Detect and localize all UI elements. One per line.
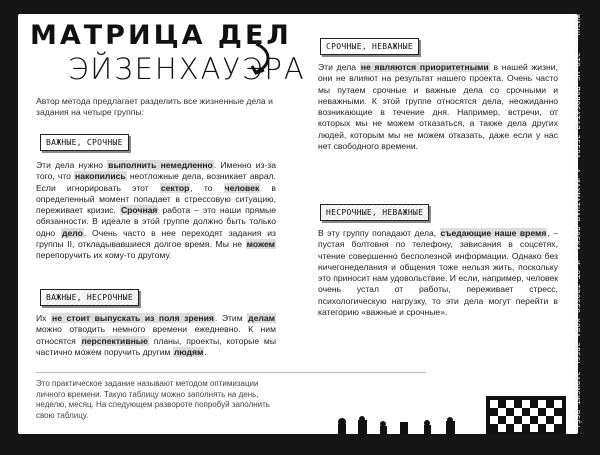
text-segment: можно отводить немного времени ежедневно. К ним относятся xyxy=(36,324,276,346)
text-segment: . Этим xyxy=(214,313,248,323)
text-segment: , – пустая болтовня по телефону, зависания в соцсетях, чтение совершенно бесполезной информации. Однако без ничегонеделания и общения тоже нельзя жить, поскольку это приносит нам удовольствие. И если, например, человек очень устал от работы, переживает стресс, психологическую нагрузку, то эти дела могут перейти в категорию «важные и срочные». xyxy=(318,228,558,318)
text-segment: . Очень часто в нее переходят задания из группы II, откладывавшиеся долгое время. Мы не xyxy=(36,227,276,250)
highlight-word: можем xyxy=(246,239,275,250)
worksheet-page xyxy=(18,14,578,434)
text-segment: . Именно из-за того, что xyxy=(36,160,277,182)
highlight-word: не являются приоритетными xyxy=(360,62,489,72)
highlight-word: перспективные xyxy=(81,335,148,346)
text-urgent-not-important xyxy=(318,62,558,152)
highlight-word: Срочная xyxy=(120,205,158,216)
highlight-word: съедающие наше время xyxy=(440,228,547,238)
text-segment: В эту группу попадают дела, xyxy=(318,228,440,238)
text-segment: . xyxy=(204,346,207,357)
curved-arrow-icon xyxy=(248,40,278,80)
chess-pieces-illustration xyxy=(336,416,476,434)
title-line-1: МАТРИЦА ДЕЛ xyxy=(30,20,292,51)
chessboard-illustration xyxy=(486,396,566,434)
text-not-urgent-not-important xyxy=(318,228,558,318)
text-segment: в нашей жизни, они не влияют на результат нашего проекта. Очень часто мы путаем срочные и важные дела со срочными и неважными. К этой группе относятся дела, неожиданно возникающие в течение дня. Например, встречи, от которых мы не можем отказаться, а также дела других людей, которым мы не можем отказать, даже если у нас нет свободного времени. xyxy=(318,62,558,152)
text-urgent-important xyxy=(36,160,276,262)
text-segment: работа – это наши прямые обязанности. В идеале в этой группе должно быть только одно xyxy=(36,205,276,238)
footer-text: Это практическое задание называют методом оптимизации личного времени. Такую таблицу можно заполнять на день, неделю, месяц. На следующем развороте попробуй заполнить свою таблицу. xyxy=(36,379,270,420)
text-segment: Эти дела xyxy=(318,62,360,72)
highlight-word: человек xyxy=(224,182,260,193)
label-not-urgent-not-important: НЕСРОЧНЫЕ, НЕВАЖНЫЕ xyxy=(320,204,429,221)
text-important-not-urgent xyxy=(36,313,276,358)
text-segment: , то xyxy=(190,182,224,193)
side-quote: ЖИЗНЬ – ЭТО НЕ ПОЛОСАТАЯ ЗЕБРА, А ШАХМАТНАЯ ДОСКА, И ОТ ТВОЕГО ХОДА ЗДЕСЬ ЗАВИСИТ ВСЁ! xyxy=(573,14,582,430)
text-segment: Эти дела нужно xyxy=(36,160,108,170)
highlight-word: накопились xyxy=(75,171,126,182)
text-segment: неотложные дела, возникает аврал. Если игнорировать этот xyxy=(36,171,277,193)
highlight-word: сектор xyxy=(160,182,190,193)
text-segment: Их xyxy=(36,313,51,323)
text-segment: планы, проекты, которые мы частично можем поручить другим xyxy=(36,335,276,357)
highlight-word: дело xyxy=(61,227,83,238)
intro-text: Автор метода предлагает разделить все жизненные дела и задания на четыре группы: xyxy=(36,96,273,117)
label-urgent-important: ВАЖНЫЕ, СРОЧНЫЕ xyxy=(40,134,129,151)
highlight-word: не стоит выпускать из поля зрения xyxy=(52,313,214,323)
highlight-word: делам xyxy=(248,313,275,323)
label-important-not-urgent: ВАЖНЫЕ, НЕСРОЧНЫЕ xyxy=(40,289,139,306)
highlight-word: выполнить немедленно xyxy=(108,160,213,170)
highlight-word: людям xyxy=(173,346,204,357)
title-line-2: ЭЙЗЕНХАУЭРА xyxy=(68,52,306,86)
label-urgent-not-important: СРОЧНЫЕ, НЕВАЖНЫЕ xyxy=(320,38,419,55)
text-segment: перепоручить их кому-то другому. xyxy=(36,250,172,261)
text-segment: в определенный момент попадает в стрессовую ситуацию, переживает кризис. xyxy=(36,182,277,216)
footer-divider xyxy=(36,372,426,373)
